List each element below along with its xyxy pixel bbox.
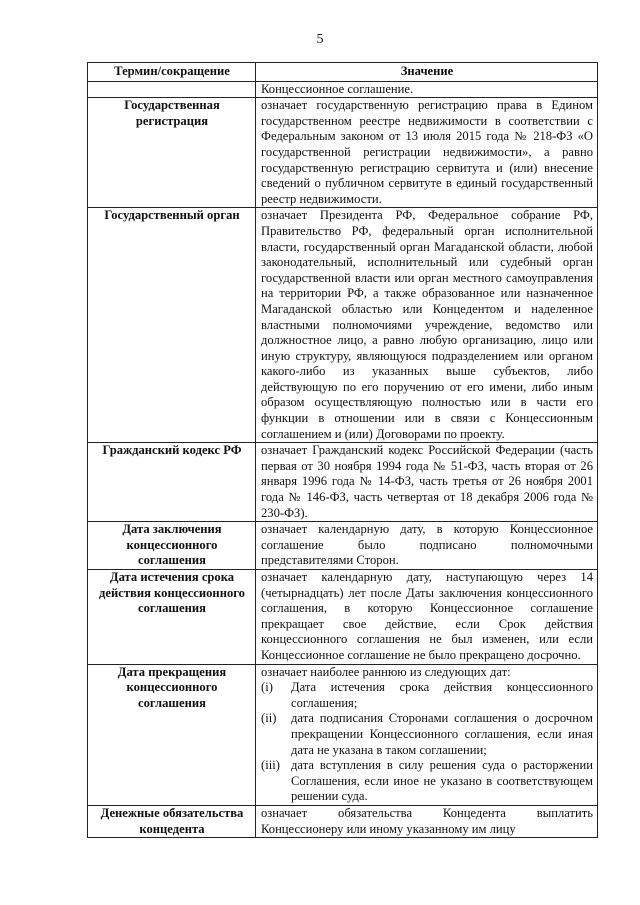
definition-cell: означает Гражданский кодекс Российской Федерации (часть первая от 30 ноября 1994 года № 51-ФЗ, часть вторая от 26 января 1996 года № 14-ФЗ, часть третья от 26 ноября 2001 года № 146-ФЗ, часть четвертая от 18 декабря 2006 года № 230-ФЗ). <box>256 443 598 522</box>
table-row <box>88 570 598 665</box>
list-text: Дата истечения срока действия концессионного соглашения; <box>291 680 593 710</box>
list-marker: (iii) <box>261 758 280 773</box>
table-row <box>88 443 598 522</box>
term-cell: Дата прекращения концессионного соглашения <box>88 664 256 805</box>
term-cell: Государственная регистрация <box>88 98 256 208</box>
table-row <box>88 81 598 98</box>
table-row <box>88 664 598 805</box>
term-cell: Государственный орган <box>88 208 256 443</box>
definition-list <box>261 680 593 805</box>
page-number: 5 <box>316 32 324 47</box>
term-cell <box>88 81 256 98</box>
term-cell: Денежные обязательства концедента <box>88 805 256 837</box>
definition-intro: означает наиболее раннюю из следующих дат: <box>261 664 511 679</box>
term-cell: Дата истечения срока действия концессионного соглашения <box>88 570 256 665</box>
definition-cell: означает обязательства Концедента выплатить Концессионеру или иному указанному им лицу <box>256 805 598 837</box>
term-cell: Дата заключения концессионного соглашения <box>88 522 256 570</box>
list-item <box>261 680 593 711</box>
table-header-row <box>88 63 598 82</box>
definition-cell: Концессионное соглашение. <box>256 81 598 98</box>
table-row <box>88 522 598 570</box>
term-cell: Гражданский кодекс РФ <box>88 443 256 522</box>
list-item <box>261 758 593 805</box>
definitions-table <box>87 62 598 838</box>
definition-cell: означает календарную дату, наступающую через 14 (четырнадцать) лет после Даты заключения концессионного соглашения, в которую Концессионное соглашение прекращает свое действие, если Срок действия концессионного соглашения не был изменен, или если Концессионное соглашение не было прекращено досрочно. <box>256 570 598 665</box>
list-text: дата подписания Сторонами соглашения о досрочном прекращении Концессионного соглашения, если иная дата не указана в таком соглашении; <box>291 711 593 757</box>
list-marker: (ii) <box>261 711 277 726</box>
definition-cell <box>256 664 598 805</box>
list-item <box>261 711 593 758</box>
definition-cell: означает Президента РФ, Федеральное собрание РФ, Правительство РФ, федеральный орган исполнительной власти, государственный орган Магаданской области, любой законодательный, исполнительный или судебный орган государственной власти или орган местного самоуправления на территории РФ, а также образованное или назначенное Магаданской областью или Концедентом и наделенное властными полномочиями учреждение, ведомство или должностное лицо, а равно любую организацию, лицо или иную структуру, являющуюся подразделением или органом какого-либо из указанных выше субъектов, либо действующую по его поручению от его имени, либо иным образом осуществляющую полностью или в части его функции в отношении или в связи с Концессионным соглашением и (или) Договорами по проекту. <box>256 208 598 443</box>
table-row <box>88 208 598 443</box>
list-marker: (i) <box>261 680 273 695</box>
list-text: дата вступления в силу решения суда о расторжении Соглашения, если иное не указано в соответствующем решении суда. <box>291 758 593 804</box>
header-meaning: Значение <box>256 63 598 82</box>
definition-cell: означает государственную регистрацию права в Едином государственном реестре недвижимости в соответствии с Федеральным законом от 13 июля 2015 года № 218-ФЗ «О государственной регистрации недвижимости», а равно государственную регистрацию сервитута и (или) внесение сведений о публичном сервитуте в единый государственный реестр недвижимости. <box>256 98 598 208</box>
definition-cell: означает календарную дату, в которую Концессионное соглашение было подписано полномочными представителями Сторон. <box>256 522 598 570</box>
header-term: Термин/сокращение <box>88 63 256 82</box>
table-row <box>88 805 598 837</box>
table-row <box>88 98 598 208</box>
